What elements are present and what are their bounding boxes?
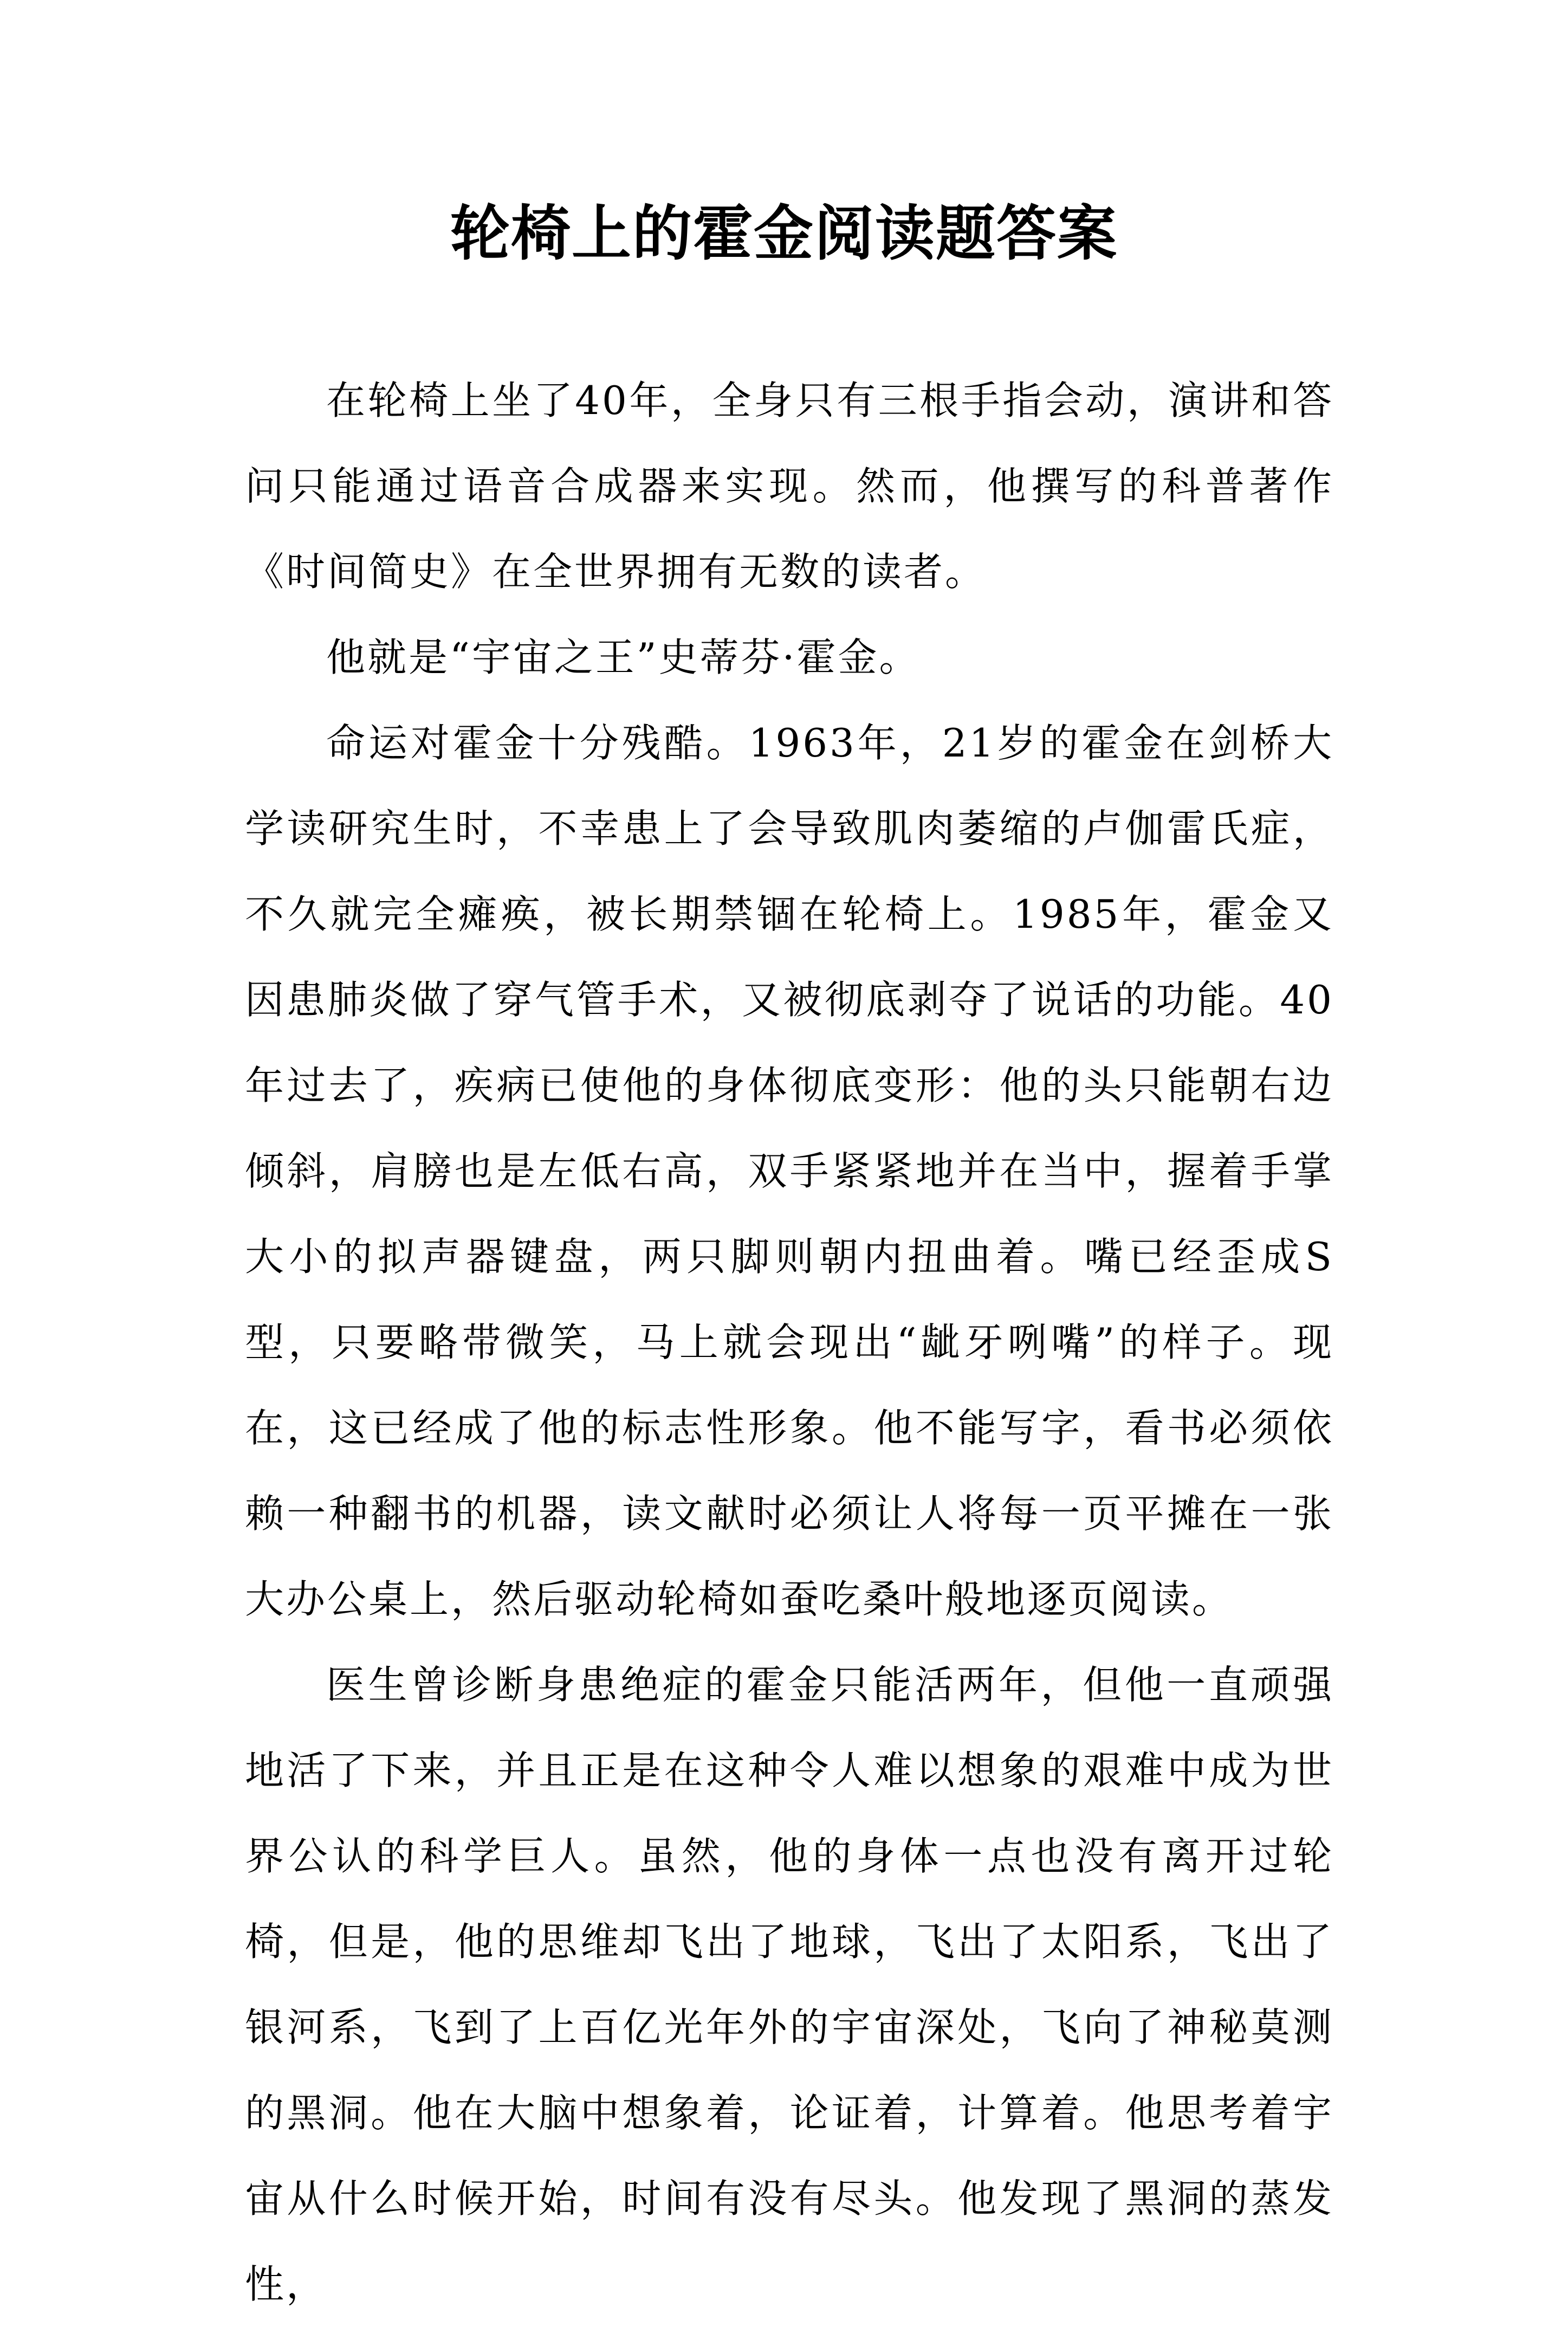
- paragraph: 医生曾诊断身患绝症的霍金只能活两年，但他一直顽强地活了下来，并且正是在这种令人难以想象的艰难中成为世界公认的科学巨人。虽然，他的身体一点也没有离开过轮椅，但是，他的思维却飞出了地球，飞出了太阳系，飞出了银河系，飞到了上百亿光年外的宇宙深处，飞向了神秘莫测的黑洞。他在大脑中想象着，论证着，计算着。他思考着宇宙从什么时候开始，时间有没有尽头。他发现了黑洞的蒸发性，: [245, 1662, 1334, 2307]
- document-title: 轮椅上的霍金阅读题答案: [450, 198, 1118, 268]
- paragraph: 他就是“宇宙之王”史蒂芬·霍金。: [326, 635, 921, 680]
- document-body: [245, 358, 1334, 2327]
- paragraph: 在轮椅上坐了40年，全身只有三根手指会动，演讲和答问只能通过语音合成器来实现。然而，他撰写的科普著作《时间简史》在全世界拥有无数的读者。: [245, 378, 1334, 594]
- paragraph: 命运对霍金十分残酷。1963年，21岁的霍金在剑桥大学读研究生时，不幸患上了会导致肌肉萎缩的卢伽雷氏症，不久就完全瘫痪，被长期禁锢在轮椅上。1985年，霍金又因患肺炎做了穿气管手术，又被彻底剥夺了说话的功能。40年过去了，疾病已使他的身体彻底变形：他的头只能朝右边倾斜，肩膀也是左低右高，双手紧紧地并在当中，握着手掌大小的拟声器键盘，两只脚则朝内扭曲着。嘴已经歪成S型，只要略带微笑，马上就会现出“龇牙咧嘴”的样子。现在，这已经成了他的标志性形象。他不能写字，看书必须依赖一种翻书的机器，读文献时必须让人将每一页平摊在一张大办公桌上，然后驱动轮椅如蚕吃桑叶般地逐页阅读。: [245, 720, 1334, 1622]
